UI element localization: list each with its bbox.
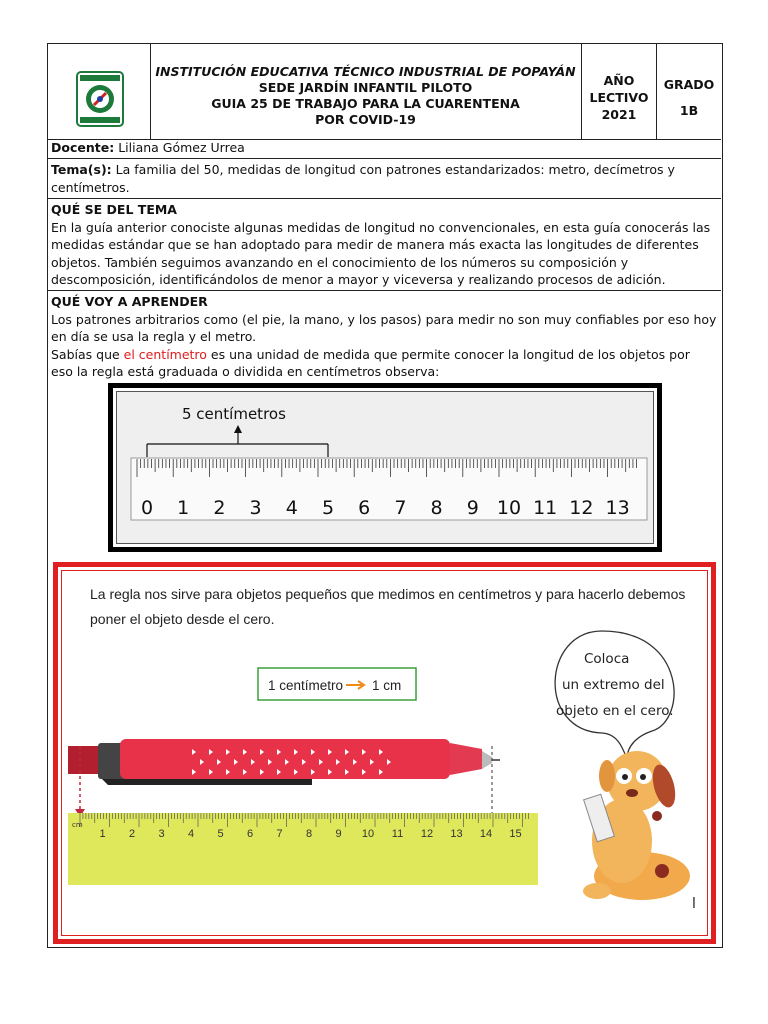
yellow-ruler-number: 10 — [361, 828, 375, 840]
worksheet — [47, 43, 723, 948]
ruler-number: 3 — [249, 497, 262, 519]
header — [48, 44, 721, 140]
known-line: En la guía anterior conociste algunas medidas de longitud no convencionales, en esta guía conocerás las — [51, 219, 711, 235]
yellow-ruler-number: 9 — [335, 828, 342, 840]
yellow-ruler-number: 4 — [187, 828, 195, 840]
known-line: objetos. También seguimos avanzando en el conocimiento de los números su composición y — [51, 254, 629, 270]
year-cell — [582, 44, 657, 139]
yellow-ruler-number: 6 — [246, 828, 254, 840]
yellow-ruler-number: 15 — [509, 828, 522, 840]
pencil-measurement-illustration — [62, 571, 707, 935]
learn-line: eso la regla está graduada o dividida en centímetros observa: — [51, 364, 440, 379]
yellow-ruler-number: 7 — [276, 828, 283, 840]
pencil-caption-line-1: La regla nos sirve para objetos pequeños que medimos en centímetros y para hacerlo debemos — [90, 586, 686, 602]
guide-title: GUIA 25 DE TRABAJO PARA LA CUARENTENA — [211, 96, 520, 111]
yellow-ruler-number: 14 — [479, 828, 493, 840]
ruler-number: 13 — [605, 497, 630, 519]
five-cm-label: 5 centímetros — [182, 405, 286, 423]
yellow-ruler-number: 12 — [420, 828, 434, 840]
ruler-number: 11 — [533, 497, 558, 519]
ruler-number: 6 — [358, 497, 371, 519]
yellow-ruler-numbers — [99, 828, 521, 840]
yellow-ruler-number: 2 — [128, 828, 136, 840]
topic-text: La familia del 50, medidas de longitud con patrones estandarizados: metro, decímetros y — [115, 162, 675, 177]
ruler-figure — [108, 383, 662, 552]
ruler-number: 9 — [466, 497, 479, 519]
yellow-ruler-number: 11 — [391, 828, 404, 840]
ruler-unit-label: cm — [72, 821, 83, 829]
teacher-row: Docente: Liliana Gómez Urrea — [48, 139, 721, 159]
known-line: medidas estándar que se han adoptado para medir de manera más exacta las longitudes de diferentes — [51, 237, 699, 252]
institution-name: INSTITUCIÓN EDUCATIVA TÉCNICO INDUSTRIAL DE POPAYÁN — [155, 64, 576, 79]
grade-cell — [657, 44, 721, 139]
title-cell — [150, 44, 582, 139]
teacher-label: Docente — [51, 140, 110, 155]
ruler-number: 1 — [177, 497, 190, 519]
ruler-number: 12 — [569, 497, 594, 519]
pencil-caption-line-2: poner el objeto desde el cero. — [90, 611, 275, 627]
known-heading: QUÉ SE DEL TEMA — [51, 202, 177, 217]
learn-heading: QUÉ VOY A APRENDER — [51, 294, 208, 309]
yellow-ruler-number: 8 — [305, 828, 313, 840]
bubble-line-1: Coloca — [584, 651, 630, 667]
box-cm: 1 cm — [372, 678, 402, 693]
school-logo-icon — [76, 71, 124, 127]
yellow-ruler-number: 1 — [99, 828, 106, 840]
year-label: AÑO — [603, 73, 635, 88]
page-mark: l — [692, 896, 696, 912]
ruler-number: 5 — [321, 497, 335, 519]
ruler-number: 2 — [213, 497, 226, 519]
ruler-number: 7 — [394, 497, 407, 519]
site-name: SEDE JARDÍN INFANTIL PILOTO — [258, 80, 473, 95]
highlight-centimetro: el centímetro — [123, 346, 207, 362]
yellow-ruler-number: 3 — [158, 828, 165, 840]
yellow-ruler — [68, 813, 538, 885]
learn-line: Los patrones arbitrarios como (el pie, la mano, y los pasos) para medir no son muy confiables por eso hoy — [51, 311, 717, 327]
ruler-number: 10 — [496, 497, 522, 519]
known-line: descomposición, identificándolos de menor a mayor y viceversa y realizando procesos de adición. — [51, 272, 666, 287]
year-label-2: LECTIVO — [589, 90, 649, 105]
learn-line: en día se usa la regla y el metro. — [51, 329, 257, 344]
teacher-name: Liliana Gómez Urrea — [118, 140, 245, 155]
puppy-icon — [583, 751, 690, 900]
bubble-line-2: un extremo del — [562, 677, 665, 693]
arrow-up-icon — [234, 425, 242, 433]
bubble-line-3: objeto en el cero. — [556, 703, 674, 719]
known-section — [48, 199, 721, 291]
pen-illustration — [68, 739, 500, 785]
pencil-figure — [53, 562, 716, 944]
topic-label: Tema(s) — [51, 162, 107, 177]
topic-text-2: centímetros. — [51, 179, 130, 195]
ruler-number: 8 — [430, 497, 443, 519]
grade-value: 1B — [679, 103, 699, 118]
learn-line: Sabías que — [51, 346, 124, 362]
logo-cell — [48, 44, 151, 139]
ruler-number: 4 — [285, 497, 298, 519]
learn-line: es una unidad de medida que permite conocer la longitud de los objetos por — [206, 346, 690, 362]
topic-row: Tema(s): La familia del 50, medidas de longitud con patrones estandarizados: metro, decímetros y centímetros. — [48, 159, 721, 199]
yellow-ruler-number: 13 — [450, 828, 463, 840]
ruler-number: 0 — [140, 497, 154, 519]
guide-reason: POR COVID-19 — [315, 112, 416, 127]
ruler-illustration — [117, 392, 653, 543]
grade-label: GRADO — [663, 77, 715, 92]
yellow-ruler-number: 5 — [217, 828, 224, 840]
box-centimetro: 1 centímetro — [268, 678, 344, 693]
learn-section — [48, 291, 721, 381]
year-value: 2021 — [601, 107, 637, 122]
